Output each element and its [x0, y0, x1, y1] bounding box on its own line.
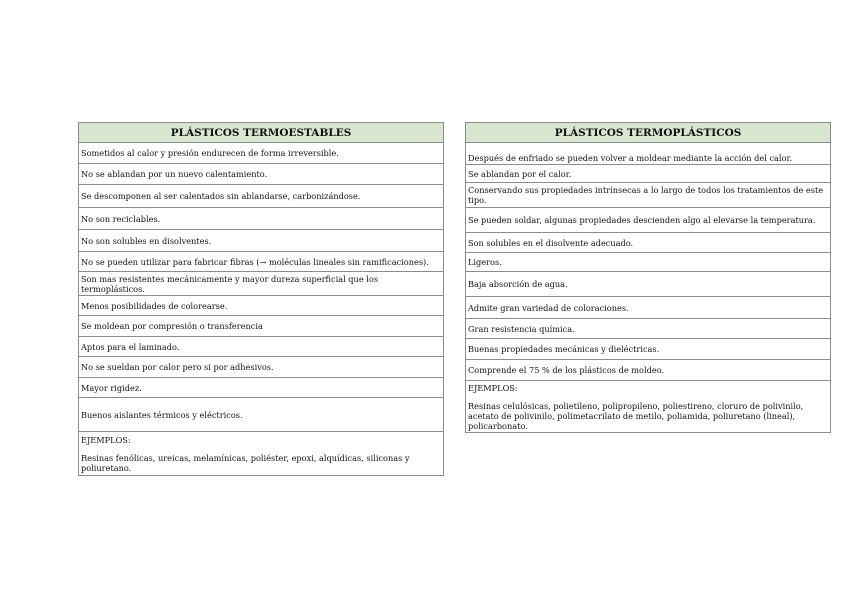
table-row: Ligeros. [466, 253, 831, 272]
termoestables-table [78, 122, 444, 476]
table-row: Se moldean por compresión o transferencia [79, 316, 444, 337]
table-row: Son mas resistentes mecánicamente y mayor dureza superficial que los termoplásticos. [79, 272, 444, 296]
termoestables-title: PLÁSTICOS TERMOESTABLES [79, 123, 444, 143]
examples-label: EJEMPLOS: [81, 434, 131, 445]
table-row: Buenos aislantes térmicos y eléctricos. [79, 398, 444, 432]
examples-label: EJEMPLOS: [468, 382, 518, 393]
table-row: Se ablandan por el calor. [466, 165, 831, 183]
table-row: Son solubles en el disolvente adecuado. [466, 233, 831, 253]
table-row: Conservando sus propiedades intrínsecas a lo largo de todos los tratamientos de este tipo. [466, 183, 831, 208]
table-row: Se descomponen al ser calentados sin ablandarse, carbonizándose. [79, 185, 444, 208]
table-row: Aptos para el laminado. [79, 337, 444, 357]
table-row: No son solubles en disolventes. [79, 230, 444, 252]
examples-cell [466, 381, 831, 433]
termoplasticos-table [465, 122, 831, 433]
table-row: Buenas propiedades mecánicas y dieléctricas. [466, 339, 831, 360]
table-row: Comprende el 75 % de los plásticos de moldeo. [466, 360, 831, 381]
termoplasticos-title: PLÁSTICOS TERMOPLÁSTICOS [466, 123, 831, 143]
table-row: No son reciclables. [79, 208, 444, 230]
table-row: Gran resistencia química. [466, 319, 831, 339]
table-row: Admite gran variedad de coloraciones. [466, 297, 831, 319]
examples-text: Resinas fenólicas, ureicas, melamínicas, poliéster, epoxi, alquídicas, siliconas y poliuretano. [81, 452, 410, 473]
table-row: Sometidos al calor y presión endurecen de forma irreversible. [79, 143, 444, 164]
table-row: No se ablandan por un nuevo calentamiento. [79, 164, 444, 185]
table-row: Se pueden soldar, algunas propiedades descienden algo al elevarse la temperatura. [466, 208, 831, 233]
table-row: Menos posibilidades de colorearse. [79, 296, 444, 316]
table-row: Mayor rigidez. [79, 378, 444, 398]
examples-cell [79, 432, 444, 476]
table-row: No se pueden utilizar para fabricar fibras (→ moléculas lineales sin ramificaciones). [79, 252, 444, 272]
table-row: Baja absorción de agua. [466, 272, 831, 297]
examples-text: Resinas celulósicas, polietileno, polipropileno, poliestireno, cloruro de polivinilo, acetato de polivinilo, polimetacrilato de metilo, poliamida, poliuretano (lineal), policarbonato. [468, 400, 804, 431]
table-row: Después de enfriado se pueden volver a moldear mediante la acción del calor. [466, 143, 831, 165]
table-row: No se sueldan por calor pero si por adhesivos. [79, 357, 444, 378]
